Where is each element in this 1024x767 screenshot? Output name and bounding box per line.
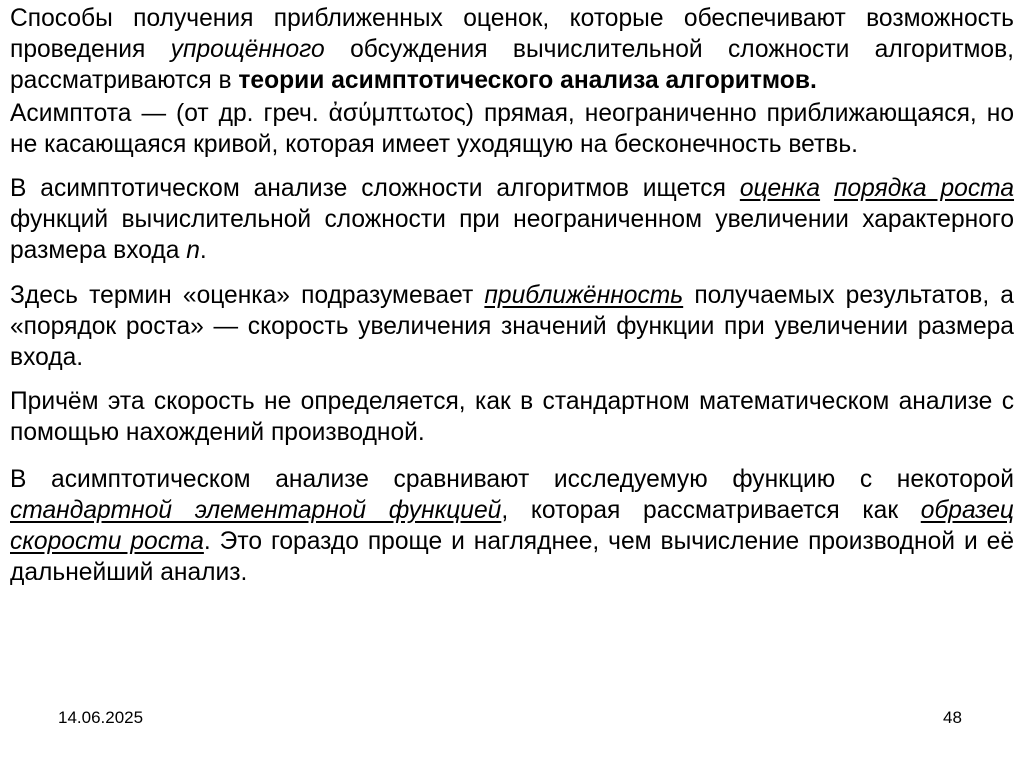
text: обсуждения вычислительной сложности алгоритмов, рассматриваются в [10, 36, 1014, 95]
slide-content [10, 3, 1014, 588]
footer-date: 14.06.2025 [58, 708, 144, 727]
space [820, 175, 834, 202]
text: функций вычислительной сложности при неограниченном увеличении характерного размера входа [10, 206, 1014, 265]
text: Здесь термин «оценка» подразумевает [10, 281, 485, 309]
text: В асимптотическом анализе сравнивают исследуемую функцию с некоторой [10, 465, 1014, 493]
page-number: 48 [943, 708, 962, 727]
paragraph-term-explanation [10, 280, 1014, 374]
text: В асимптотическом анализе сложности алгоритмов ищется [10, 175, 740, 203]
text: . Это гораздо проще и нагляднее, чем вычисление производной и её дальнейший анализ. [10, 528, 1014, 587]
link-approximation[interactable]: приближённость [484, 281, 684, 309]
paragraph-asymptote-definition: Асимптота — (от др. греч. ἀσύμπτωτος) прямая, неограниченно приближающаяся, но не касающаяся кривой, которая имеет уходящую на бесконечность ветвь. [10, 99, 1014, 158]
text: . [199, 237, 207, 265]
variable-n: n [186, 237, 200, 265]
bold-term: теории асимптотического анализа алгоритмов. [238, 67, 817, 95]
link-standard-function[interactable]: стандартной элементарной функцией [10, 496, 502, 524]
link-growth-order[interactable]: порядка роста [833, 175, 1015, 203]
emphasis-simplified: упрощённого [170, 36, 325, 64]
text: Способы получения приближенных оценок, которые обеспечивают возможность проведения [10, 5, 1014, 64]
paragraph-growth-estimate [10, 173, 1014, 267]
text: , которая рассматривается как [501, 496, 921, 524]
text: получаемых результатов, а «порядок роста» — скорость увеличения значений функции при увеличении размера входа. [10, 281, 1014, 372]
link-estimate[interactable]: оценка [739, 175, 821, 203]
paragraph-derivative-note: Причём эта скорость не определяется, как в стандартном математическом анализе с помощью нахождений производной. [10, 388, 1014, 447]
paragraph-comparison [10, 464, 1014, 589]
link-growth-sample[interactable]: образец скорости роста [10, 496, 1014, 556]
paragraph-asymptotic-theory [10, 3, 1014, 97]
